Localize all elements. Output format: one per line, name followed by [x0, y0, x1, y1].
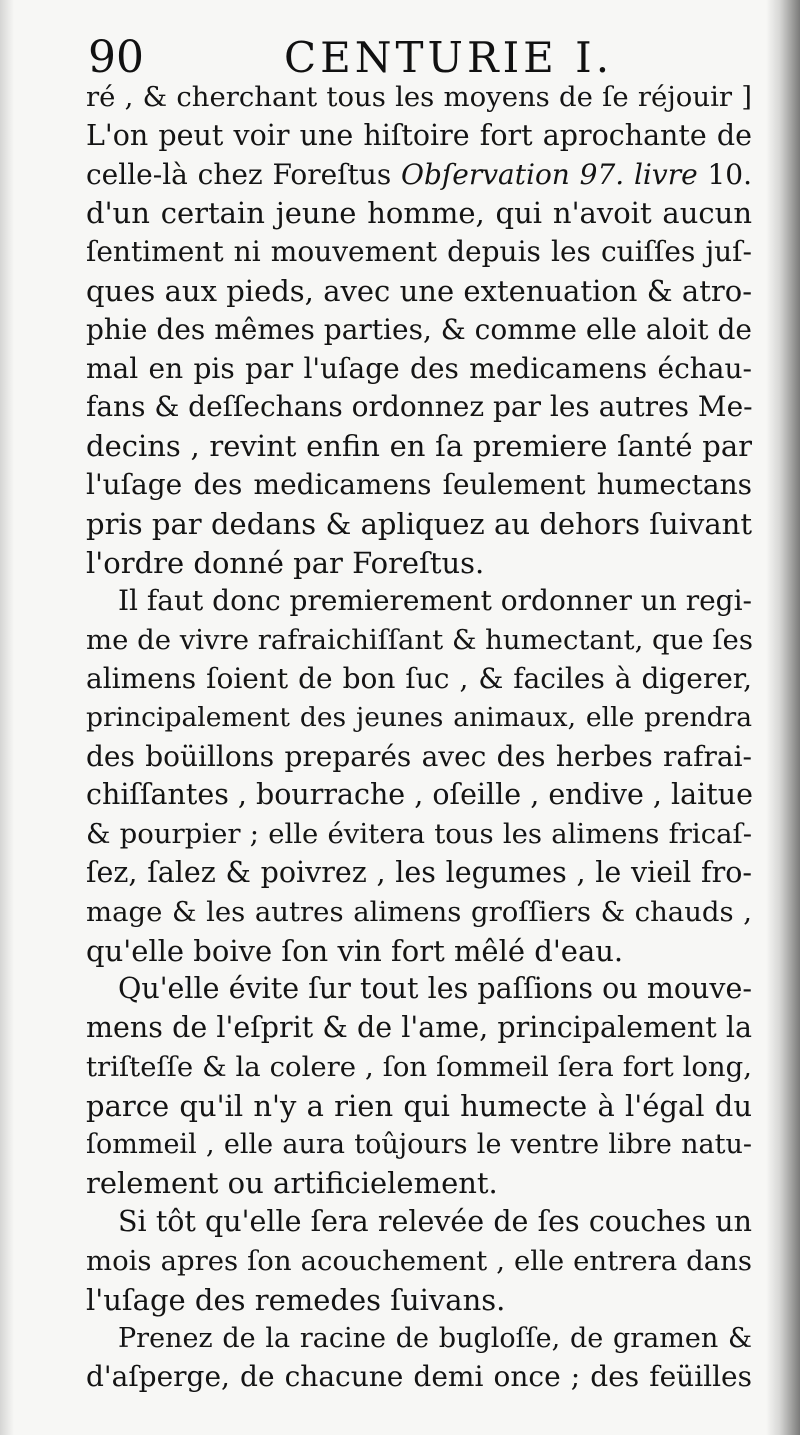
text-line: me de vivre rafraichiſſant & humectant, que ſes	[86, 624, 753, 657]
text-line: l'uſage des medicamens ſeulement humectans	[86, 467, 752, 501]
text-line: chiſſantes , bourrache , oſeille , endive , laitue	[86, 778, 753, 812]
text-line: & pourpier ; elle évitera tous les alimens fricaſ-	[86, 818, 752, 851]
text-line: Prenez de la racine de bugloſſe, de gramen &	[118, 1322, 752, 1354]
text-body	[86, 78, 752, 1397]
text-line: fans & deſſechans ordonnez par les autres Me-	[86, 390, 753, 424]
text-line: celle-là chez Foreſtus Obſervation 97. livre 10.	[86, 157, 753, 191]
text-line: d'aſperge, de chacune demi once ; des feüilles	[86, 1360, 752, 1394]
text-line: mal en pis par l'uſage des medicamens échau-	[86, 351, 752, 385]
text-line: ſez, ſalez & poivrez , les legumes , le vieil fro-	[86, 855, 752, 889]
text-line: des boüillons preparés avec des herbes rafrai-	[86, 739, 752, 773]
text-line: qu'elle boive ſon vin fort mêlé d'eau.	[86, 933, 624, 968]
text-line: principalement des jeunes animaux, elle prendra	[86, 701, 752, 733]
text-line: Il faut donc premierement ordonner un regi-	[118, 584, 752, 618]
text-line: L'on peut voir une hiſtoire fort aprochante de	[86, 118, 752, 152]
text-line: ré , & cherchant tous les moyens de ſe réjouir ]	[86, 81, 752, 113]
text-line: relement ou artificielement.	[86, 1166, 498, 1201]
text-line: ſommeil , elle aura toûjours le ventre libre natu-	[86, 1128, 752, 1160]
text-line: mens de l'eſprit & de l'ame, principalement la	[86, 1011, 752, 1045]
text-line: l'ordre donné par Foreſtus.	[86, 545, 485, 580]
text-line: mois apres ſon acouchement , elle entrera dans	[86, 1244, 752, 1277]
text-line: Qu'elle évite ſur tout les paſſions ou mouve-	[118, 972, 752, 1006]
page-edge-shadow	[766, 0, 800, 1435]
text-line: ſentiment ni mouvement depuis les cuiſſes juſ-	[86, 235, 752, 269]
page-number: 90	[88, 32, 144, 83]
text-line: alimens ſoient de bon ſuc , & faciles à digerer,	[86, 661, 752, 695]
text-line: pris par dedans & apliquez au dehors ſuivant	[86, 506, 752, 541]
text-line: parce qu'il n'y a rien qui humecte à l'égal du	[86, 1088, 752, 1123]
text-line: Si tôt qu'elle ſera relevée de ſes couches un	[118, 1205, 752, 1239]
text-line: d'un certain jeune homme, qui n'avoit aucun	[86, 196, 752, 231]
text-line: decins , revint enfin en ſa premiere ſanté par	[86, 429, 752, 464]
text-line: mage & les autres alimens groſſiers & chauds ,	[86, 895, 752, 928]
running-title: CENTURIE I.	[284, 33, 614, 82]
text-line: phie des mêmes parties, & comme elle aloit de	[86, 312, 752, 346]
text-line: l'uſage des remedes ſuivans.	[86, 1282, 506, 1317]
text-line: ques aux pieds, avec une extenuation & atro-	[86, 273, 752, 308]
page-gutter-shadow	[0, 0, 14, 1435]
text-line: triſteſſe & la colere , ſon ſommeil ſera fort long,	[86, 1050, 752, 1083]
